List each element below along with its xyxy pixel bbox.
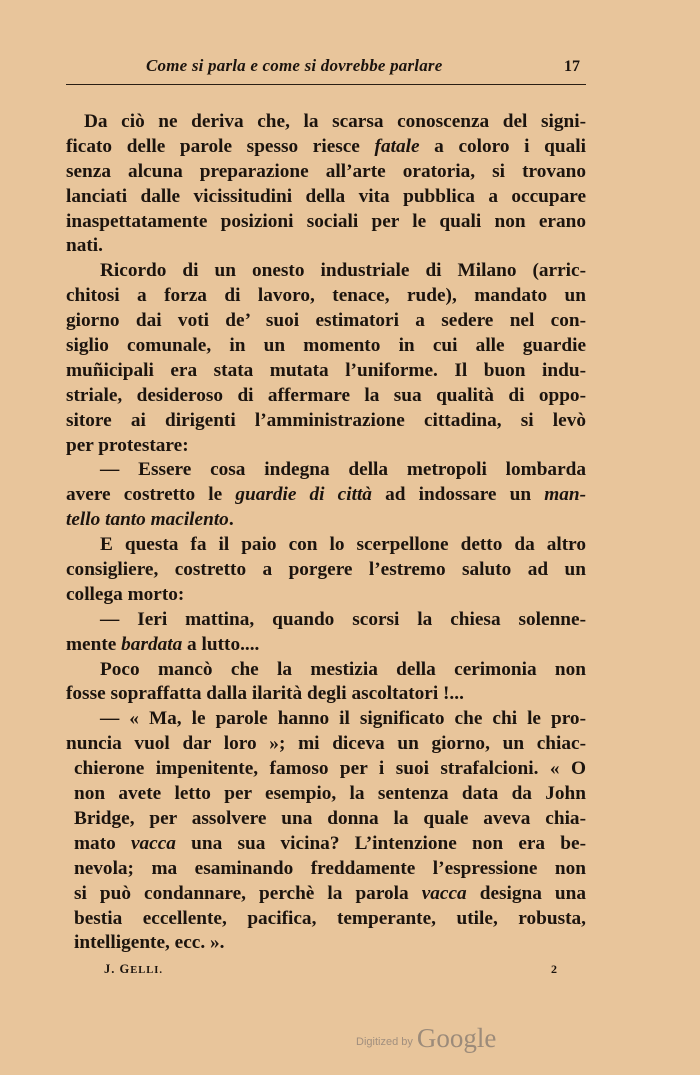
text-line (66, 434, 586, 459)
text-span: intelligente, ecc. ». (74, 932, 225, 954)
text-span: Da ciò ne deriva che, la scarsa conoscenza del signi- (84, 111, 586, 132)
printer-signature (104, 962, 163, 977)
text-line (66, 234, 586, 259)
text-line (66, 633, 586, 658)
text-line (66, 284, 586, 309)
text-span: si può condannare, perchè la parola (74, 882, 422, 904)
page-number: 17 (564, 58, 580, 75)
signature-initial: J. G (104, 962, 131, 976)
text-span: Poco mancò che la mestizia della cerimonia non (100, 658, 586, 680)
text-span: — Ieri mattina, quando scorsi la chiesa solenne- (100, 608, 586, 630)
running-title: Come si parla e come si dovrebbe parlare (146, 56, 443, 75)
text-line (66, 508, 586, 533)
text-line (66, 608, 586, 633)
text-line (66, 757, 586, 782)
text-span: a lutto.... (182, 633, 260, 655)
italic-text: bardata (121, 633, 183, 655)
text-span: nati. (66, 235, 103, 257)
text-line (66, 259, 586, 284)
italic-text: tello tanto macilento (66, 509, 229, 531)
text-line (66, 110, 586, 135)
text-span: — « Ma, le parole hanno il significato che chi le pro- (100, 708, 586, 730)
text-line (66, 334, 586, 359)
text-span: collega morto: (66, 583, 185, 605)
text-line (66, 135, 586, 160)
text-line (66, 483, 586, 508)
italic-text: guardie di città (235, 484, 372, 506)
text-span: nevola; ma esaminando freddamente l’espressione non (74, 857, 586, 879)
text-line (66, 160, 586, 185)
text-span: Bridge, per assolvere una donna la quale aveva chia- (74, 807, 586, 829)
text-span: ad indossare un (371, 484, 545, 506)
text-span: designa una (466, 882, 586, 904)
text-line (66, 807, 586, 832)
text-line (66, 533, 586, 558)
google-logo: Google (416, 1023, 497, 1053)
text-span: sitore ai dirigenti l’amministrazione cittadina, si levò (66, 409, 586, 431)
text-line (66, 359, 586, 384)
text-line (66, 458, 586, 483)
text-span: inaspettatamente posizioni sociali per le quali non erano (66, 210, 586, 232)
text-line (66, 832, 586, 857)
text-line (66, 583, 586, 608)
text-span: a coloro i quali (419, 135, 586, 157)
text-span: giorno dai voti de’ suoi estimatori a sedere nel con- (66, 310, 586, 332)
text-line (66, 782, 586, 807)
header-rule (66, 84, 586, 85)
italic-text: vacca (130, 832, 176, 854)
text-span: muñicipali era stata mutata l’uniforme. Il buon indu- (66, 359, 586, 381)
text-span: fosse sopraffatta dalla ilarità degli ascoltatori !... (66, 683, 464, 705)
text-line (66, 931, 586, 956)
page-header (66, 56, 586, 84)
text-span: E questa fa il paio con lo scerpellone detto da altro (100, 534, 586, 556)
text-span: . (228, 509, 234, 531)
text-span: lanciati dalle vicissitudini della vita pubblica a occupare (66, 185, 586, 207)
text-span: striale, desideroso di affermare la sua qualità di oppo- (66, 384, 586, 406)
text-span: una sua vicina? L’intenzione non era be- (175, 832, 586, 854)
text-span: ficato delle parole spesso riesce (66, 135, 375, 157)
text-line (66, 558, 586, 583)
text-span: chitosi a forza di lavoro, tenace, rude), mandato un (66, 285, 586, 307)
text-line (66, 732, 586, 757)
text-span: non avete letto per esempio, la sentenza data da John (74, 783, 586, 805)
text-line (66, 907, 586, 932)
text-span: bestia eccellente, pacifica, temperante, utile, robusta, (74, 907, 586, 929)
italic-text: vacca (421, 882, 467, 904)
text-line (66, 857, 586, 882)
text-span: mente (66, 633, 122, 655)
italic-text: man- (544, 484, 586, 506)
text-line (66, 185, 586, 210)
text-span: consigliere, costretto a porgere l’estremo saluto ad un (66, 559, 586, 581)
body-text (66, 110, 586, 956)
text-span: chierone impenitente, famoso per i suoi strafalcioni. « O (74, 758, 586, 780)
text-line (66, 707, 586, 732)
digitized-by-label: Digitized by (356, 1036, 413, 1048)
text-line (66, 682, 586, 707)
text-span: Ricordo di un onesto industriale di Milano (arric- (100, 260, 586, 282)
italic-text: fatale (374, 135, 420, 157)
text-span: avere costretto le (66, 484, 236, 506)
text-line (66, 882, 586, 907)
signature-rest: ELLI. (130, 965, 163, 976)
text-span: senza alcuna preparazione all’arte oratoria, si trovano (66, 160, 586, 182)
signature-mark: 2 (551, 962, 557, 976)
digitized-watermark (356, 1020, 496, 1054)
text-span: per protestare: (66, 434, 189, 456)
text-span: mato (74, 832, 131, 854)
text-span: — Essere cosa indegna della metropoli lombarda (100, 459, 586, 481)
text-line (66, 210, 586, 235)
text-line (66, 658, 586, 683)
text-line (66, 309, 586, 334)
text-line (66, 409, 586, 434)
text-span: siglio comunale, in un momento in cui alle guardie (66, 335, 586, 357)
text-span: nuncia vuol dar loro »; mi diceva un giorno, un chiac- (66, 733, 586, 755)
text-line (66, 384, 586, 409)
